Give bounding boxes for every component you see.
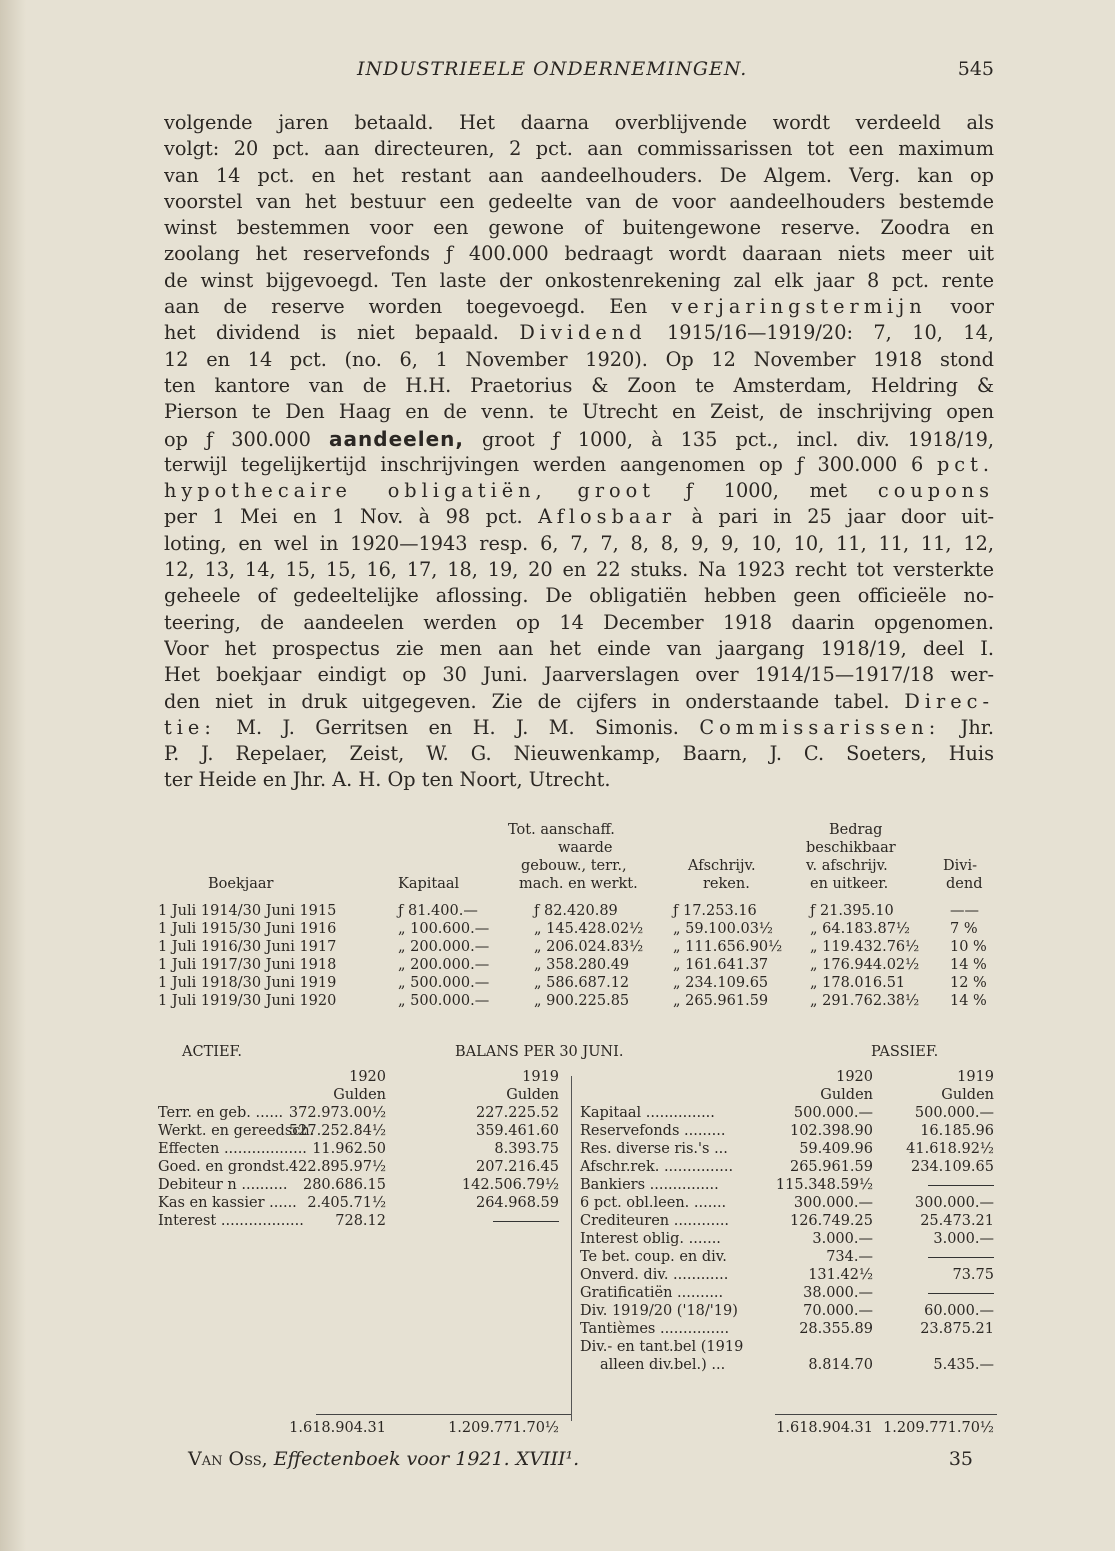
empty-dash	[928, 1293, 994, 1294]
passief-item-label: Tantièmes ...............	[580, 1321, 730, 1337]
running-head	[162, 58, 994, 86]
passief-1920-value: 3.000.—	[812, 1231, 873, 1247]
cell-bed: „ 119.432.76½	[810, 939, 920, 955]
col-header-bed: v. afschrijv.	[806, 858, 888, 874]
cell-jaar: 1 Juli 1918/30 Juni 1919	[158, 975, 337, 991]
balance-row	[158, 1212, 998, 1230]
spaced-term: tie:	[164, 715, 216, 739]
actief-1920-value: 280.686.15	[302, 1177, 386, 1193]
total-rule	[775, 1414, 997, 1415]
text-line	[164, 320, 994, 346]
page-footer	[188, 1448, 973, 1476]
passief-item-label: Reservefonds .........	[580, 1123, 726, 1139]
cell-jaar: 1 Juli 1915/30 Juni 1916	[158, 921, 337, 937]
spaced-term: groot	[577, 479, 656, 503]
text-segment: terwijl tegelijkertijd inschrijvingen werden aangenomen op ƒ 300.000 6	[164, 452, 924, 476]
cell-kapitaal: „ 500.000.—	[398, 993, 490, 1009]
cell-div: 7 %	[950, 921, 978, 937]
passief-label: PASSIEF.	[871, 1044, 939, 1060]
cell-tot: „ 206.024.83½	[534, 939, 644, 955]
balance-row	[158, 1176, 998, 1194]
text-line	[164, 426, 994, 452]
passief-1920-value: 70.000.—	[803, 1303, 873, 1319]
cell-afs: „ 234.109.65	[673, 975, 769, 991]
balance-body	[158, 1104, 998, 1374]
cell-jaar: 1 Juli 1916/30 Juni 1917	[158, 939, 337, 955]
passief-1919-value: 500.000.—	[914, 1105, 994, 1121]
passief-item-label: Kapitaal ...............	[580, 1105, 715, 1121]
actief-1920-value: 372.973.00½	[288, 1105, 386, 1121]
passief-item-label: Te bet. coup. en div.	[580, 1249, 727, 1265]
section-title: INDUSTRIEELE ONDERNEMINGEN.	[357, 58, 748, 80]
actief-1919-value: 359.461.60	[475, 1123, 559, 1139]
balance-sheet	[158, 1044, 998, 1374]
cell-bed: ƒ 21.395.10	[810, 903, 894, 919]
passief-item-label: Res. diverse ris.'s ...	[580, 1141, 728, 1157]
unit-header: Gulden	[506, 1087, 559, 1103]
cell-div: ——	[950, 903, 979, 919]
passief-item-label: alleen div.bel.) ...	[600, 1357, 726, 1373]
balance-years-row	[158, 1068, 998, 1086]
passief-1920-value: 265.961.59	[789, 1159, 873, 1175]
balance-row	[158, 1266, 998, 1284]
results-table-row	[158, 902, 998, 920]
cell-afs: „ 265.961.59	[673, 993, 769, 1009]
text-segment: Jhr.	[960, 715, 994, 739]
text-segment: per 1 Mei en 1 Nov. à 98 pct.	[164, 505, 523, 529]
col-header-bed: beschikbaar	[806, 840, 896, 856]
passief-item-label: Afschr.rek. ...............	[580, 1159, 734, 1175]
text-line: 12 en 14 pct. (no. 6, 1 November 1920). Op 12 November 1918 stond	[164, 347, 994, 371]
actief-item-label: Werkt. en gereedsch.	[158, 1123, 315, 1139]
col-header-tot: gebouw., terr.,	[521, 858, 627, 874]
balance-row	[158, 1122, 998, 1140]
text-line: teering, de aandeelen werden op 14 December 1918 daarin opgenomen.	[164, 610, 994, 634]
page-number: 545	[957, 58, 994, 80]
cell-tot: „ 145.428.02½	[534, 921, 644, 937]
passief-1919-value: 3.000.—	[933, 1231, 994, 1247]
text-segment: M. J. Gerritsen en H. J. M. Simonis.	[236, 715, 679, 739]
results-table-row	[158, 920, 998, 938]
passief-1919-value	[928, 1176, 994, 1194]
text-line: volgt: 20 pct. aan directeuren, 2 pct. aan commissarissen tot een maximum	[164, 137, 994, 161]
bold-term: aandeelen,	[329, 426, 464, 451]
actief-1919-value	[493, 1212, 559, 1230]
passief-1919-value: 41.618.92½	[906, 1141, 994, 1157]
passief-item-label: Div.- en tant.bel (1919	[580, 1339, 744, 1355]
year-header: 1920	[349, 1069, 386, 1085]
actief-1920-value: 11.962.50	[312, 1141, 386, 1157]
text-segment: het dividend is niet bepaald.	[164, 321, 499, 345]
actief-item-label: Interest ..................	[158, 1213, 304, 1229]
passief-1920-value: 126.749.25	[789, 1213, 873, 1229]
col-header-afs: reken.	[703, 876, 750, 892]
passief-1919-value	[928, 1284, 994, 1302]
text-segment: aan de reserve worden toegevoegd. Een	[164, 295, 648, 319]
text-segment: voor	[950, 295, 994, 319]
balance-row	[158, 1140, 998, 1158]
text-line: zoolang het reservefonds ƒ 400.000 bedraagt wordt daaraan niets meer uit	[164, 242, 994, 266]
results-table-row	[158, 974, 998, 992]
passief-1919-value: 73.75	[952, 1267, 994, 1283]
cell-jaar: 1 Juli 1917/30 Juni 1918	[158, 957, 337, 973]
passief-item-label: Onverd. div. ............	[580, 1267, 729, 1283]
text-line: ten kantore van de H.H. Praetorius & Zoon te Amsterdam, Heldring &	[164, 373, 994, 397]
actief-1919-value: 227.225.52	[475, 1105, 559, 1121]
binding-shadow	[0, 0, 26, 1551]
passief-item-label: Gratificatiën ..........	[580, 1285, 724, 1301]
unit-header: Gulden	[820, 1087, 873, 1103]
actief-1920-value: 422.895.97½	[288, 1159, 386, 1175]
results-table-header	[158, 822, 998, 902]
balance-row	[158, 1230, 998, 1248]
cell-div: 10 %	[950, 939, 987, 955]
col-header-tot: waarde	[558, 840, 613, 856]
passief-1919-value: 300.000.—	[914, 1195, 994, 1211]
actief-1920-value: 527.252.84½	[288, 1123, 386, 1139]
passief-1920-value: 8.814.70	[808, 1357, 873, 1373]
text-line	[164, 294, 994, 320]
col-header-afs: Afschrijv.	[688, 858, 756, 874]
passief-1920-value: 28.355.89	[799, 1321, 873, 1337]
col-header-div: Divi-	[943, 858, 977, 874]
cell-bed: „ 178.016.51	[810, 975, 906, 991]
balance-title: BALANS PER 30 JUNI.	[455, 1044, 624, 1060]
actief-1919-value: 207.216.45	[475, 1159, 559, 1175]
balance-row	[158, 1320, 998, 1338]
passief-1919-value: 234.109.65	[910, 1159, 994, 1175]
sheet-number: 35	[948, 1448, 973, 1470]
actief-item-label: Goed. en grondst.	[158, 1159, 290, 1175]
company-description	[164, 110, 994, 794]
total-passief-1920: 1.618.904.31	[776, 1420, 873, 1436]
text-line: de winst bijgevoegd. Ten laste der onkostenrekening zal elk jaar 8 pct. rente	[164, 268, 994, 292]
text-segment: den niet in druk uitgegeven. Zie de cijfers in onderstaande tabel.	[164, 689, 890, 713]
year-header: 1919	[957, 1069, 994, 1085]
text-line	[164, 478, 994, 504]
balance-row	[158, 1356, 998, 1374]
col-header-tot: mach. en werkt.	[519, 876, 638, 892]
text-line: 12, 13, 14, 15, 15, 16, 17, 18, 19, 20 en 22 stuks. Na 1923 recht tot versterkte	[164, 558, 994, 582]
results-table	[158, 822, 998, 1010]
spaced-term: Aflosbaar	[538, 505, 677, 529]
passief-1920-value: 131.42½	[808, 1267, 873, 1283]
passief-item-label: Crediteuren ............	[580, 1213, 730, 1229]
cell-bed: „ 176.944.02½	[810, 957, 920, 973]
balance-row	[158, 1284, 998, 1302]
text-line: van 14 pct. en het restant aan aandeelhouders. De Algem. Verg. kan op	[164, 163, 994, 187]
balance-row	[158, 1338, 998, 1356]
text-segment: 1915/16—1919/20: 7, 10, 14,	[666, 321, 994, 345]
total-passief-1919: 1.209.771.70½	[883, 1420, 994, 1436]
cell-bed: „ 291.762.38½	[810, 993, 920, 1009]
text-line	[164, 504, 994, 530]
cell-kapitaal: „ 200.000.—	[398, 939, 490, 955]
text-line: P. J. Repelaer, Zeist, W. G. Nieuwenkamp, Baarn, J. C. Soeters, Huis	[164, 742, 994, 766]
passief-item-label: Interest oblig. .......	[580, 1231, 721, 1247]
cell-div: 14 %	[950, 957, 987, 973]
passief-1920-value: 500.000.—	[793, 1105, 873, 1121]
cell-tot: „ 900.225.85	[534, 993, 630, 1009]
text-line: ter Heide en Jhr. A. H. Op ten Noort, Utrecht.	[164, 768, 611, 792]
col-header-kapitaal: Kapitaal	[398, 876, 460, 892]
balance-row	[158, 1302, 998, 1320]
col-header-tot: Tot. aanschaff.	[508, 822, 615, 838]
spaced-term: Dividend	[519, 321, 647, 345]
text-line: Voor het prospectus zie men aan het einde van jaargang 1918/19, deel I.	[164, 636, 994, 660]
cell-tot: „ 586.687.12	[534, 975, 630, 991]
cell-kapitaal: „ 500.000.—	[398, 975, 490, 991]
footer-book: Effectenboek voor 1921.	[273, 1448, 510, 1470]
spaced-term: verjaringstermijn	[671, 295, 927, 319]
year-header: 1919	[522, 1069, 559, 1085]
passief-1920-value: 115.348.59½	[775, 1177, 873, 1193]
cell-afs: „ 161.641.37	[673, 957, 769, 973]
total-rule	[316, 1414, 571, 1415]
cell-tot: „ 358.280.49	[534, 957, 630, 973]
balance-totals	[158, 1420, 998, 1440]
balance-row	[158, 1194, 998, 1212]
unit-header: Gulden	[941, 1087, 994, 1103]
text-line	[164, 715, 994, 741]
actief-label: ACTIEF.	[182, 1044, 242, 1060]
cell-div: 14 %	[950, 993, 987, 1009]
unit-header: Gulden	[333, 1087, 386, 1103]
text-segment: op ƒ 300.000	[164, 427, 311, 451]
cell-afs: „ 59.100.03½	[673, 921, 773, 937]
text-line	[164, 689, 994, 715]
cell-div: 12 %	[950, 975, 987, 991]
cell-kapitaal: ƒ 81.400.—	[398, 903, 478, 919]
balance-row	[158, 1104, 998, 1122]
passief-1919-value: 25.473.21	[920, 1213, 994, 1229]
text-segment: ƒ 1000, met	[685, 479, 848, 503]
balance-row	[158, 1158, 998, 1176]
passief-1920-value: 102.398.90	[789, 1123, 873, 1139]
text-line: winst bestemmen voor een gewone of buitengewone reserve. Zoodra en	[164, 216, 994, 240]
text-line: volgende jaren betaald. Het daarna overblijvende wordt verdeeld als	[164, 111, 994, 134]
empty-dash	[928, 1257, 994, 1258]
footer-author: Van Oss,	[188, 1448, 268, 1470]
text-segment: à pari in 25 jaar door uit-	[691, 505, 994, 529]
total-actief-1920: 1.618.904.31	[289, 1420, 386, 1436]
results-table-row	[158, 938, 998, 956]
passief-item-label: 6 pct. obl.leen. .......	[580, 1195, 727, 1211]
col-header-bed: en uitkeer.	[810, 876, 889, 892]
text-line: Pierson te Den Haag en de venn. te Utrecht en Zeist, de inschrijving open	[164, 400, 994, 424]
passief-item-label: Div. 1919/20 ('18/'19)	[580, 1303, 738, 1319]
passief-1919-value: 16.185.96	[920, 1123, 994, 1139]
spaced-term: Direc-	[904, 689, 994, 713]
cell-kapitaal: „ 200.000.—	[398, 957, 490, 973]
text-line: voorstel van het bestuur een gedeelte van de voor aandeelhouders bestemde	[164, 189, 994, 213]
actief-1919-value: 142.506.79½	[461, 1177, 559, 1193]
text-line	[164, 452, 994, 478]
cell-jaar: 1 Juli 1914/30 Juni 1915	[158, 903, 337, 919]
actief-1919-value: 8.393.75	[494, 1141, 559, 1157]
passief-1919-value	[928, 1248, 994, 1266]
text-segment: groot ƒ 1000, à 135 pct., incl. div. 1918/19,	[482, 427, 994, 451]
passief-1919-value: 60.000.—	[924, 1303, 994, 1319]
footer-volume: XVIII¹.	[515, 1448, 580, 1470]
cell-kapitaal: „ 100.600.—	[398, 921, 490, 937]
text-line: loting, en wel in 1920—1943 resp. 6, 7, 7, 8, 8, 9, 9, 10, 10, 11, 11, 11, 12,	[164, 531, 994, 555]
spaced-term: Commissarissen:	[699, 715, 941, 739]
col-header-div: dend	[946, 876, 983, 892]
passief-1920-value: 734.—	[826, 1249, 873, 1265]
passief-item-label: Bankiers ...............	[580, 1177, 719, 1193]
results-table-row	[158, 992, 998, 1010]
empty-dash	[928, 1185, 994, 1186]
total-actief-1919: 1.209.771.70½	[448, 1420, 559, 1436]
passief-1920-value: 59.409.96	[799, 1141, 873, 1157]
col-header-boekjaar: Boekjaar	[208, 876, 274, 892]
actief-1919-value: 264.968.59	[475, 1195, 559, 1211]
passief-1919-value: 5.435.—	[933, 1357, 994, 1373]
passief-1920-value: 38.000.—	[803, 1285, 873, 1301]
results-table-row	[158, 956, 998, 974]
text-line: Het boekjaar eindigt op 30 Juni. Jaarverslagen over 1914/15—1917/18 wer-	[164, 663, 994, 687]
results-table-body	[158, 902, 998, 1010]
balance-header	[158, 1044, 998, 1068]
cell-afs: ƒ 17.253.16	[673, 903, 757, 919]
actief-1920-value: 2.405.71½	[307, 1195, 386, 1211]
cell-bed: „ 64.183.87½	[810, 921, 910, 937]
balance-unit-row	[158, 1086, 998, 1104]
actief-item-label: Kas en kassier ......	[158, 1195, 297, 1211]
footer-citation	[188, 1448, 579, 1470]
col-header-bed: Bedrag	[829, 822, 883, 838]
actief-item-label: Effecten ..................	[158, 1141, 307, 1157]
spaced-term: hypothecaire obligatiën,	[164, 479, 547, 503]
actief-item-label: Terr. en geb. ......	[158, 1105, 284, 1121]
actief-item-label: Debiteur n ..........	[158, 1177, 288, 1193]
text-line: geheele of gedeeltelijke aflossing. De obligatiën hebben geen officieële no-	[164, 584, 994, 608]
passief-1920-value: 300.000.—	[793, 1195, 873, 1211]
spaced-term: pct.	[936, 452, 994, 476]
actief-1920-value: 728.12	[335, 1213, 386, 1229]
year-header: 1920	[836, 1069, 873, 1085]
balance-row	[158, 1248, 998, 1266]
cell-jaar: 1 Juli 1919/30 Juni 1920	[158, 993, 337, 1009]
empty-dash	[493, 1221, 559, 1222]
cell-tot: ƒ 82.420.89	[534, 903, 618, 919]
passief-1919-value: 23.875.21	[920, 1321, 994, 1337]
cell-afs: „ 111.656.90½	[673, 939, 783, 955]
spaced-term: coupons	[877, 479, 994, 503]
